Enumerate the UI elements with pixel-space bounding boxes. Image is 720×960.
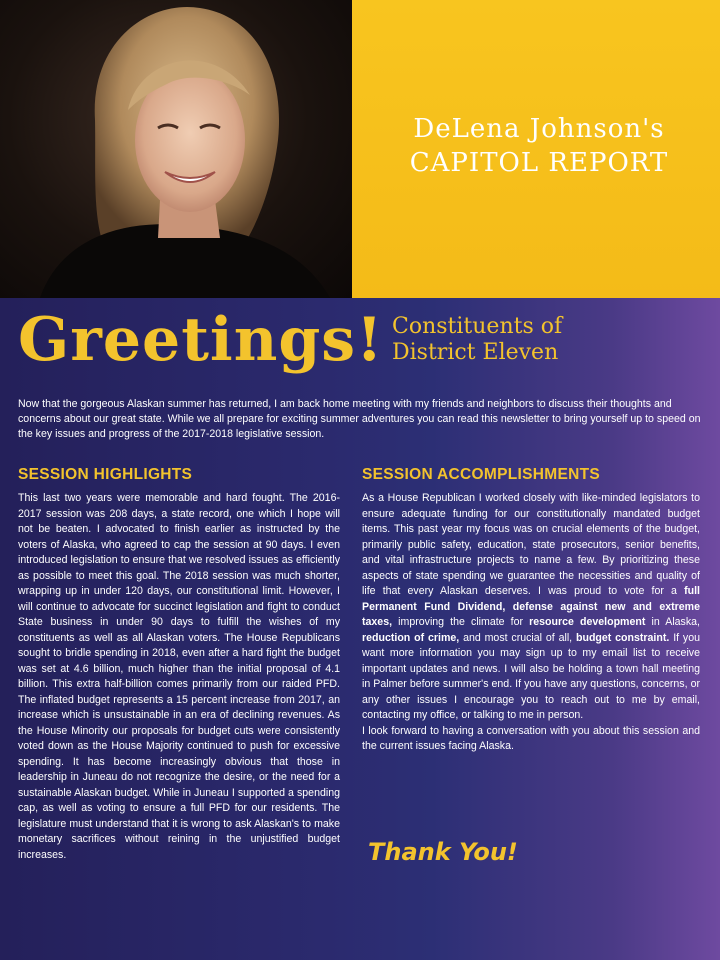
- accomplishments-paragraph-1: [362, 491, 700, 724]
- acc-text-e: If you want more information you may sign up to my email list to receive important updates and news. I will also be holding a town hall meeting in Palmer before summer's end. If you have any questions, concerns, or any other issues I encourage you to reach out to me by email, contacting my office, or talking to me in person.: [362, 631, 701, 721]
- acc-text-c: in Alaska,: [645, 616, 700, 628]
- acc-bold-crime: reduction of crime,: [362, 631, 460, 644]
- title-panel: [352, 0, 720, 298]
- acc-text-a: As a House Republican I worked closely with like-minded legislators to ensure adequate funding for our constitutionally mandated budget items. This past year my focus was on crucial elements of the budget, primarily public safety, education, state prosecutors, senior benefits, and vital infrastructure projects to name a few. By prioritizing these aspects of state spending we guarantee the necessities and quality of life that every Alaskan deserves. I was proud to vote for a: [362, 492, 700, 597]
- highlights-text: This last two years were memorable and hard fought. The 2016-2017 session was 208 days, a state record, one which I hope will not be beaten. I advocated to finish earlier as instructed by the voters of Alaska, who agreed to cap the session at 90 days. I even introduced legislation to ensure that we resolved issues as efficiently as possible to meet this goal. The 2018 session was much shorter, wrapping up in under 120 days, our constitutional limit. However, I will continue to advocate for succinct legislation and fight to conduct State business in under 90 days to fulfill the wishes of my constituents as well as all Alaskan voters. The House Republicans sought to bridle spending in 2018, even after a hard fight the budget was set at 4.6 billion, much higher than the initial proposal of 4.1 billion. This extra half-billion comes primarily from our raided PFD. The inflated budget represents a 15 percent increase from 2017, an increase which is unsustainable in an era of declining revenues. As the House Minority our proposals for budget cuts were consistently voted down as the House Majority continued to push for excessive spending. It has become increasingly obvious that those in leadership in Juneau do not recognize the desire, or the need for a sustainable Alaskan budget. While in Juneau I supported a spending cap, as well as voting to ensure a full PFD for our residents. The legislature must understand that it is wrong to ask Alaskan's to make monetary sacrifices without reining in the unjustified budget increases.: [18, 492, 340, 861]
- acc-bold-pfd: full Permanent Fund Dividend, defense against new and extreme taxes,: [362, 585, 700, 628]
- portrait-photo: [0, 0, 352, 298]
- acc-bold-budget: budget constraint.: [576, 631, 670, 644]
- accomplishments-heading: SESSION ACCOMPLISHMENTS: [362, 466, 600, 483]
- subtitle-line2: District Eleven: [392, 340, 559, 365]
- greeting-subtitle: [392, 314, 562, 366]
- accomplishments-paragraph-2: I look forward to having a conversation with you about this session and the current issues facing Alaska.: [362, 724, 700, 752]
- report-title: [362, 112, 716, 180]
- accomplishments-text: [362, 491, 700, 755]
- greeting-headline: Greetings!: [18, 305, 384, 375]
- portrait-illustration: [0, 0, 352, 298]
- acc-text-b: improving the climate for: [392, 616, 530, 628]
- highlights-heading: SESSION HIGHLIGHTS: [18, 466, 193, 483]
- intro-paragraph: Now that the gorgeous Alaskan summer has returned, I am back home meeting with my friends and neighbors to discuss their thoughts and concerns about our great state. While we all prepare for exciting summer adventures you can read this newsletter to bring yourself up to speed on the key issues and progress of the 2017-2018 legislative session.: [18, 398, 701, 440]
- acc-bold-resource: resource development: [529, 616, 646, 628]
- acc-text-d: and most crucial of all,: [459, 631, 576, 644]
- report-title-capitol: CAPITOL REPORT: [409, 148, 669, 178]
- thank-you-signoff: Thank You!: [368, 838, 518, 866]
- report-title-name: DeLena Johnson's: [413, 114, 665, 144]
- subtitle-line1: Constituents of: [392, 314, 563, 339]
